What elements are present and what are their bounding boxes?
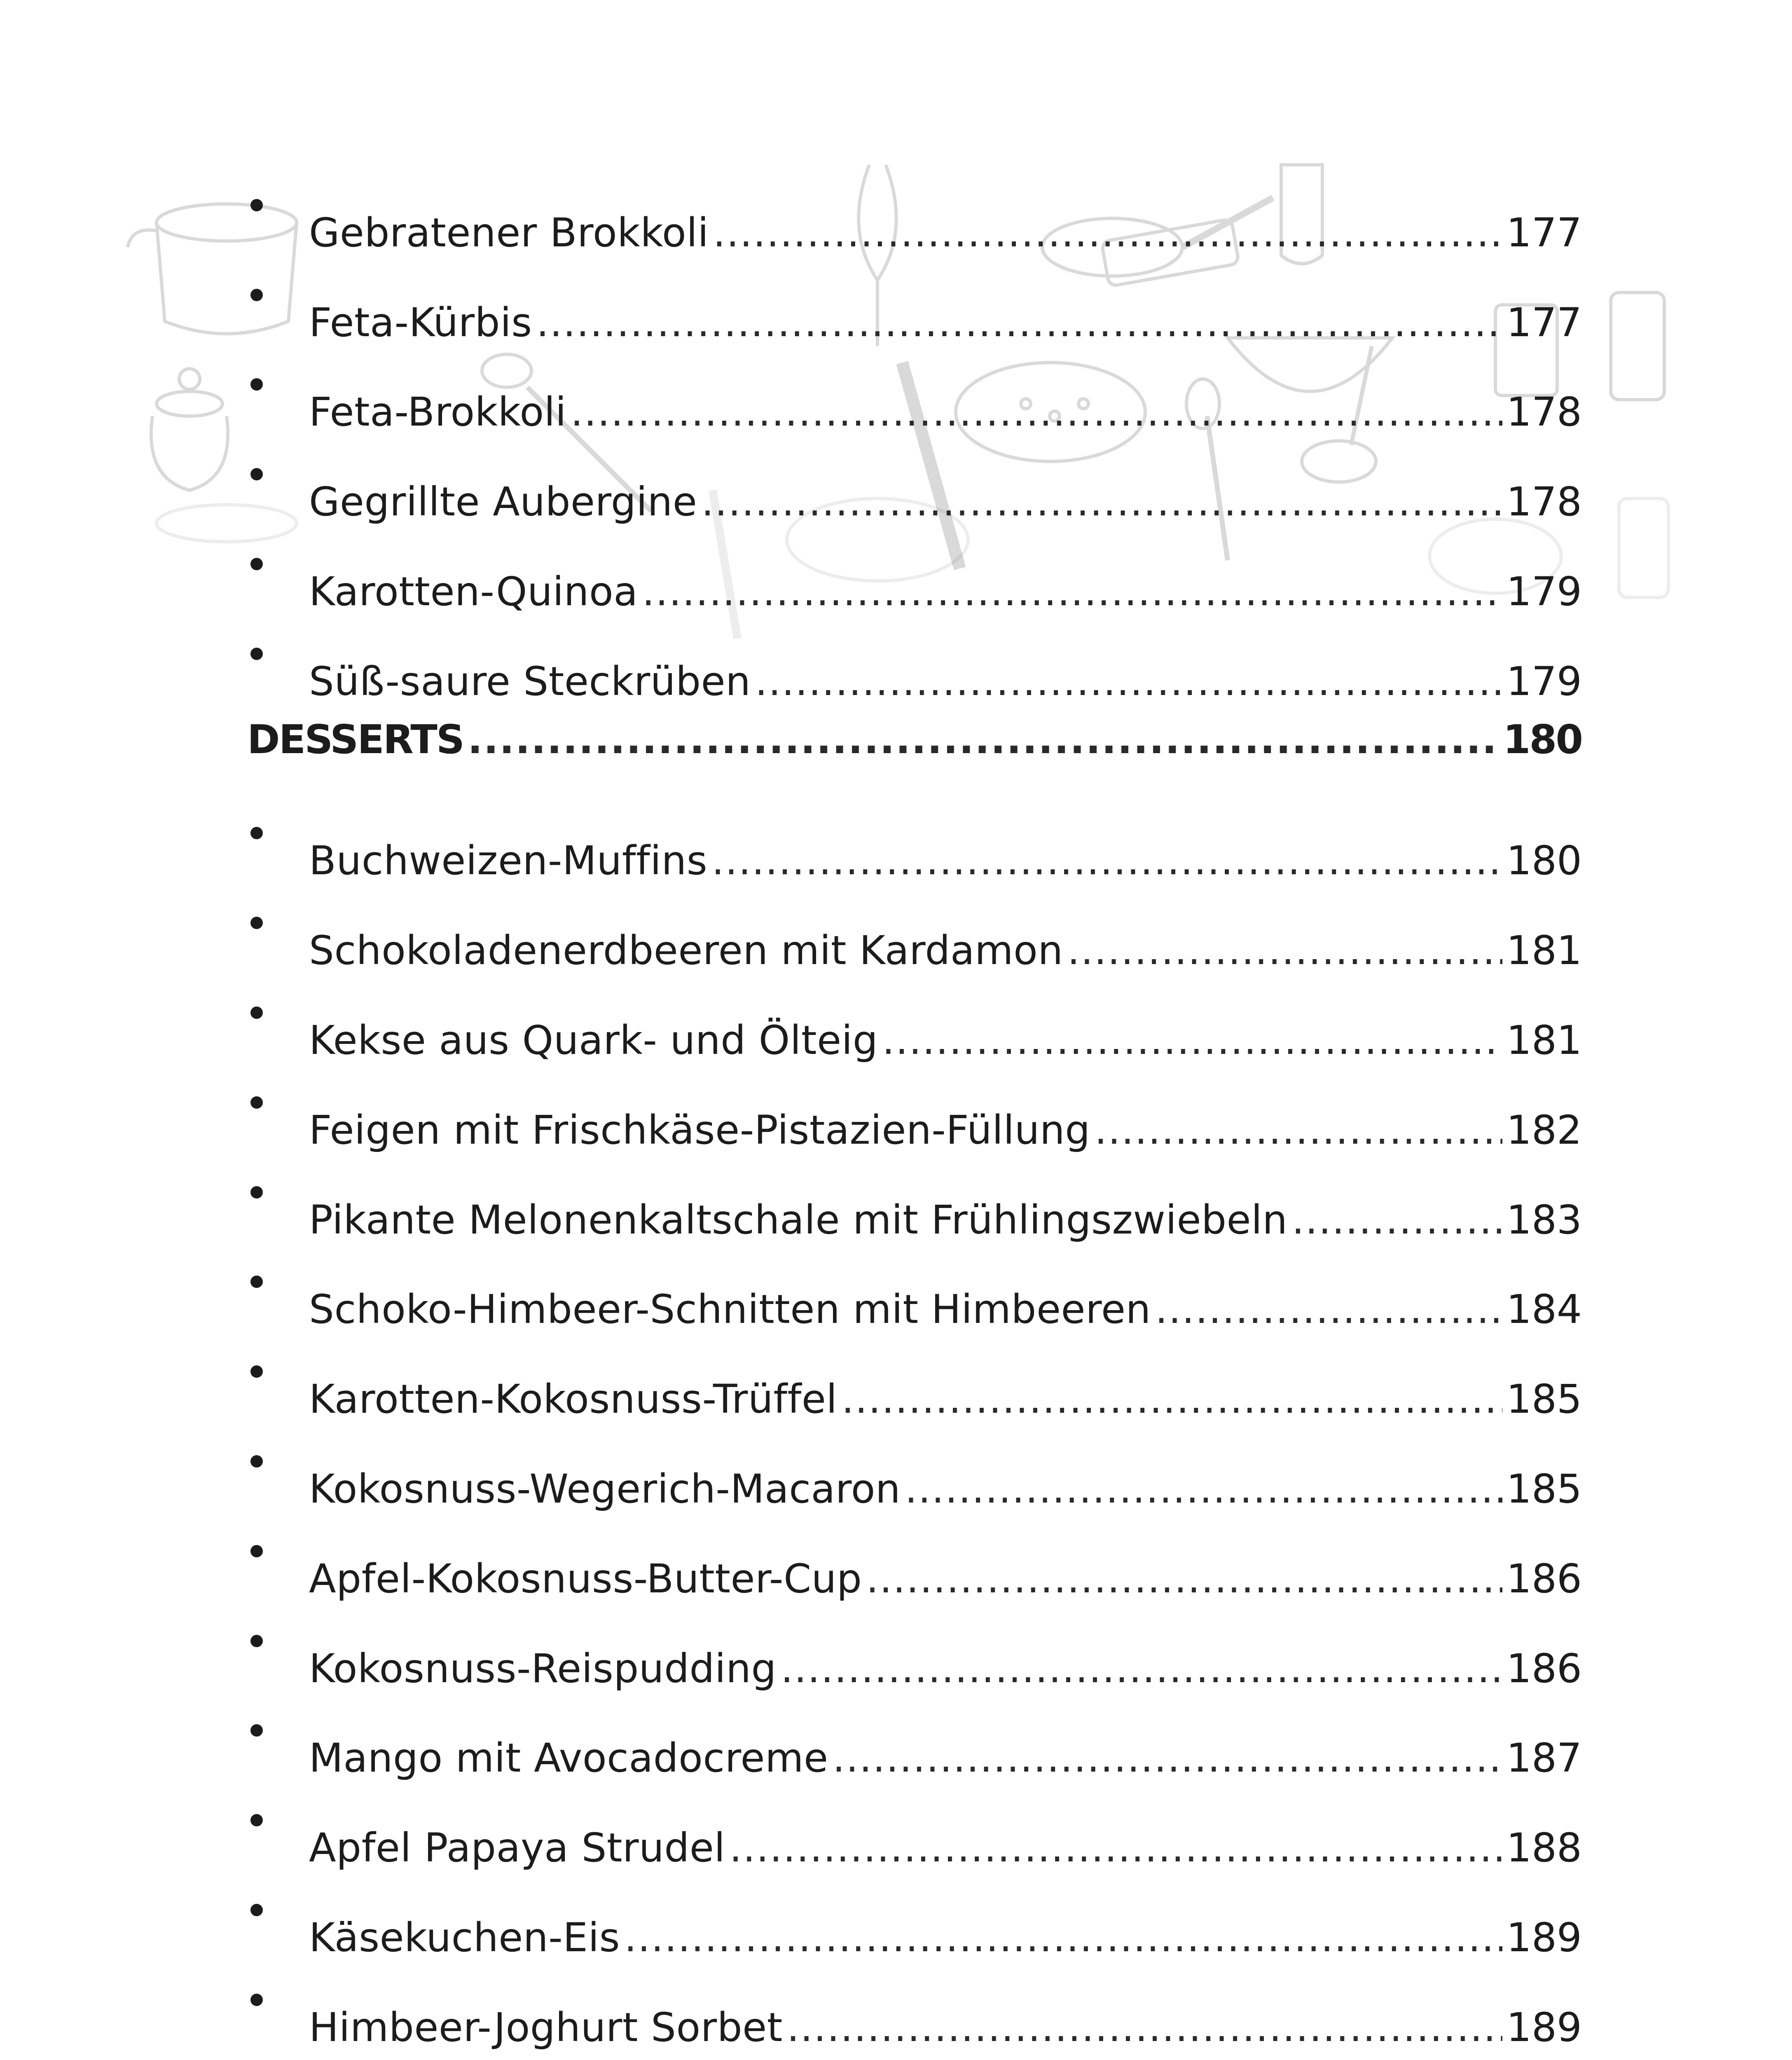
bullet-icon <box>247 1682 309 1772</box>
toc-entry-title: Buchweizen-Muffins <box>309 838 708 884</box>
toc-page-number: 179 <box>1506 568 1582 615</box>
dot-leader <box>701 457 1502 547</box>
section-title: DESSERTS <box>247 716 464 763</box>
bullet-icon <box>247 515 309 605</box>
bullet-icon <box>247 336 309 426</box>
toc-page-number: 185 <box>1506 1465 1582 1512</box>
toc-entry-title: Käsekuchen-Eis <box>309 1914 620 1961</box>
toc-entry-title: Gebratener Brokkoli <box>309 209 709 256</box>
toc-page-number: 179 <box>1506 658 1582 705</box>
dot-leader <box>713 188 1502 278</box>
toc-entry-title: Gegrillte Aubergine <box>309 479 697 525</box>
toc-page-number: 185 <box>1506 1376 1582 1423</box>
toc-entry-title: Schokoladenerdbeeren mit Kardamon <box>309 927 1063 974</box>
toc-page-number: 183 <box>1506 1196 1582 1243</box>
bullet-icon <box>247 605 309 695</box>
toc-entry-title: Kekse aus Quark- und Ölteig <box>309 1017 878 1063</box>
bullet-icon <box>247 1323 309 1413</box>
toc-page-number: 189 <box>1506 1914 1582 1961</box>
bullet-icon <box>247 964 309 1054</box>
toc-entry-title: Kokosnuss-Reispudding <box>309 1645 777 1692</box>
toc-page-number: 177 <box>1506 209 1582 256</box>
dot-leader <box>787 1983 1502 2060</box>
toc-entry-title: Feta-Brokkoli <box>309 389 567 435</box>
toc-page-number: 188 <box>1506 1825 1582 1871</box>
toc-page-number: 178 <box>1506 479 1582 525</box>
toc-entry-title: Karotten-Quinoa <box>309 568 638 615</box>
dot-leader <box>882 996 1502 1086</box>
dot-leader <box>711 816 1502 906</box>
toc-page-number: 184 <box>1506 1286 1582 1333</box>
toc-entry-title: Himbeer-Joghurt Sorbet <box>309 2004 783 2051</box>
toc-page-number: 189 <box>1506 2004 1582 2051</box>
toc-entry-title: Kokosnuss-Wegerich-Macaron <box>309 1465 901 1512</box>
toc-entry-title: Pikante Melonenkaltschale mit Frühlingszwiebeln <box>309 1196 1288 1243</box>
toc-page-number: 187 <box>1506 1735 1582 1781</box>
section-page-number: 180 <box>1503 716 1582 763</box>
bullet-icon <box>247 2041 309 2060</box>
toc-page-number: 177 <box>1506 299 1582 346</box>
bullet-icon <box>247 1054 309 1144</box>
bullet-icon <box>247 426 309 515</box>
bullet-icon <box>247 1861 309 1951</box>
dot-leader <box>624 1893 1502 1983</box>
toc-entry-title: Apfel Papaya Strudel <box>309 1825 725 1871</box>
dot-leader <box>1292 1175 1502 1265</box>
toc-entry[interactable] <box>247 157 1582 256</box>
toc-entry[interactable] <box>247 785 1582 884</box>
toc-entry-title: Süß-saure Steckrüben <box>309 658 751 705</box>
table-of-contents <box>247 157 1582 2060</box>
toc-entry-title: Schoko-Himbeer-Schnitten mit Himbeeren <box>309 1286 1151 1333</box>
dot-leader <box>536 278 1502 368</box>
toc-page-number: 182 <box>1506 1107 1582 1153</box>
toc-page-number: 180 <box>1506 838 1582 884</box>
bullet-icon <box>247 1503 309 1592</box>
toc-page-number: 181 <box>1506 927 1582 974</box>
dot-leader <box>730 1803 1502 1893</box>
bullet-icon <box>247 874 309 964</box>
dot-leader <box>1067 906 1502 996</box>
dot-leader <box>866 1534 1502 1624</box>
dot-leader <box>842 1355 1502 1444</box>
bullet-icon <box>247 1144 309 1234</box>
toc-section-heading[interactable] <box>247 695 1582 785</box>
toc-entry-title: Feta-Kürbis <box>309 299 532 346</box>
toc-page-number: 178 <box>1506 389 1582 435</box>
bullet-icon <box>247 1413 309 1503</box>
toc-entry-title: Apfel-Kokosnuss-Butter-Cup <box>309 1555 862 1602</box>
dot-leader <box>468 695 1499 785</box>
dot-leader <box>1095 1086 1502 1175</box>
dot-leader <box>781 1624 1502 1714</box>
bullet-icon <box>247 785 309 875</box>
bullet-icon <box>247 246 309 336</box>
dot-leader <box>642 547 1502 637</box>
toc-entry-title: Mango mit Avocadocreme <box>309 1735 828 1781</box>
dot-leader <box>571 368 1502 457</box>
toc-page-number: 186 <box>1506 1555 1582 1602</box>
bullet-icon <box>247 157 309 246</box>
dot-leader <box>905 1444 1502 1534</box>
bullet-icon <box>247 1772 309 1861</box>
toc-entry-title: Feigen mit Frischkäse-Pistazien-Füllung <box>309 1107 1090 1153</box>
toc-entry-title: Karotten-Kokosnuss-Trüffel <box>309 1376 838 1423</box>
bullet-icon <box>247 1951 309 2041</box>
dot-leader <box>1155 1265 1502 1355</box>
toc-page-number: 181 <box>1506 1017 1582 1063</box>
dot-leader <box>833 1714 1502 1803</box>
bullet-icon <box>247 1234 309 1323</box>
toc-page-number: 186 <box>1506 1645 1582 1692</box>
bullet-icon <box>247 1592 309 1682</box>
